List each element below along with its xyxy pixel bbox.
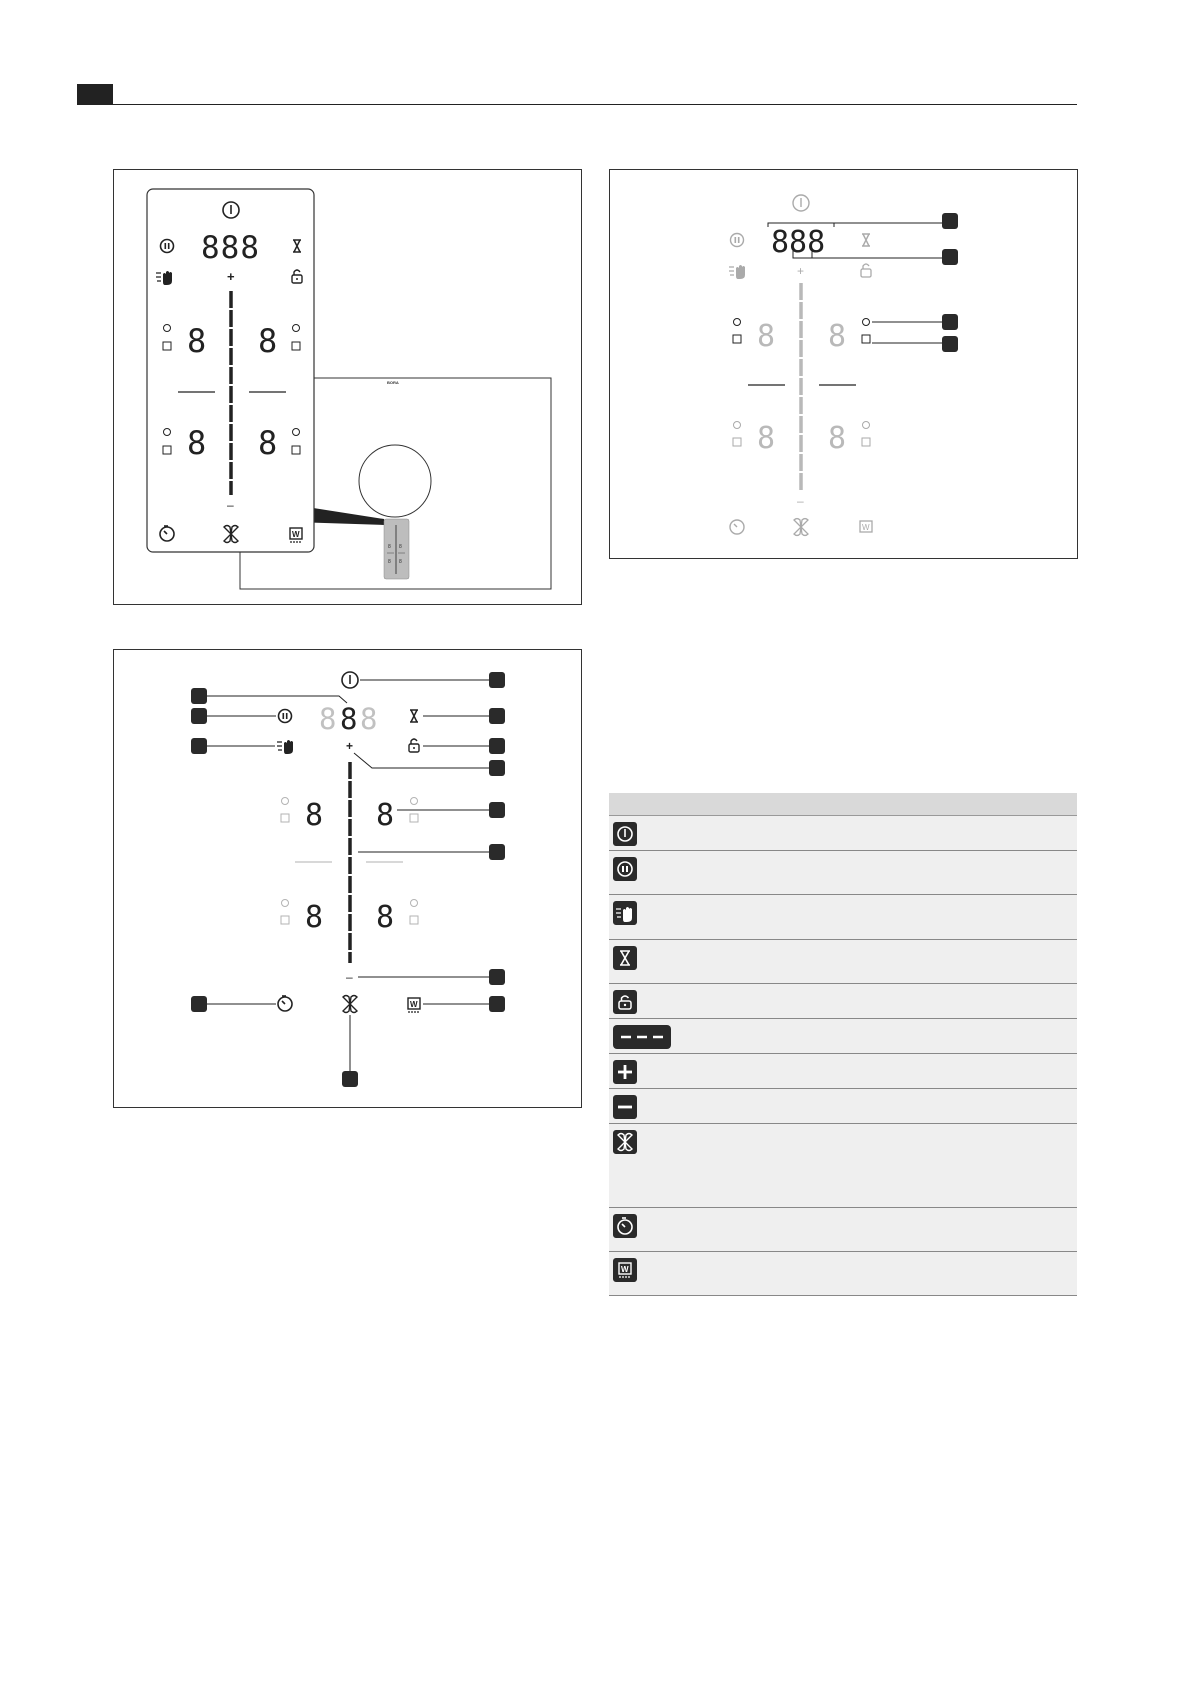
zone-timer-icon	[734, 422, 741, 429]
zone-filter-icon	[410, 814, 418, 822]
hand-wipe-icon	[277, 740, 293, 754]
callout-marker	[942, 336, 958, 352]
legend-row-dash-bar	[609, 1019, 1077, 1054]
dash-bar-icon	[613, 1025, 671, 1049]
fan-icon	[613, 1130, 637, 1154]
display-digit-grey: 8	[319, 702, 337, 736]
fan-icon	[343, 996, 357, 1013]
minus-label: –	[227, 498, 234, 512]
zone-digit-rear-left: 8	[757, 421, 776, 456]
zone-timer-icon-active	[863, 319, 870, 326]
legend-row-lock	[609, 984, 1077, 1019]
minus-icon	[613, 1095, 637, 1119]
zone-digit-rear-right: 8	[258, 424, 278, 462]
legend-row-hand-wipe	[609, 895, 1077, 940]
callout-marker	[191, 708, 207, 724]
filter-w-icon	[408, 998, 420, 1012]
fan-icon	[794, 519, 808, 536]
zone-digit-front-left: 8	[305, 798, 324, 833]
legend-table-header	[609, 793, 1077, 816]
display-digits-888: 888	[201, 230, 260, 266]
zone-digit-front-right: 8	[376, 798, 395, 833]
callout-marker	[191, 996, 207, 1012]
hourglass-icon	[613, 946, 637, 970]
svg-text:W: W	[621, 1265, 629, 1274]
zone-timer-icon	[411, 900, 418, 907]
display-digit-active: 8	[340, 702, 358, 736]
zone-timer-icon	[411, 798, 418, 805]
zone-digit-rear-right: 8	[828, 421, 847, 456]
zone-filter-icon-active	[733, 335, 741, 343]
zone-digit-rear-right: 8	[376, 900, 395, 935]
symbol-legend-table	[609, 793, 1077, 1296]
zone-digit-front-right: 8	[828, 319, 847, 354]
page-header-rule	[113, 104, 1077, 105]
callout-marker	[489, 738, 505, 754]
plus-label: +	[227, 269, 235, 284]
svg-text:W: W	[292, 530, 300, 539]
hourglass-icon	[410, 710, 418, 722]
svg-text:8: 8	[388, 544, 391, 550]
callout-marker	[489, 672, 505, 688]
svg-text:W: W	[410, 1000, 418, 1009]
filter-w-icon	[613, 1258, 637, 1282]
lock-icon	[409, 739, 419, 752]
zone-filter-icon	[281, 916, 289, 924]
zone-filter-icon	[281, 814, 289, 822]
callout-marker	[489, 802, 505, 818]
callout-marker	[191, 688, 207, 704]
figure-control-callouts	[113, 649, 582, 1108]
cooktop-zone-circle	[359, 445, 431, 517]
legend-row-hourglass	[609, 940, 1077, 984]
timer-icon	[278, 996, 292, 1011]
power-icon	[793, 195, 809, 211]
timer-icon	[730, 520, 744, 534]
callout-marker	[489, 996, 505, 1012]
zone-filter-icon-active	[862, 335, 870, 343]
zone-timer-icon	[863, 422, 870, 429]
legend-row-plus	[609, 1054, 1077, 1089]
svg-text:8: 8	[399, 559, 402, 565]
display-digits-888: 888	[771, 225, 826, 260]
svg-text:W: W	[862, 523, 870, 532]
filter-w-icon	[860, 521, 872, 532]
display-digit-grey: 8	[360, 702, 378, 736]
svg-text:8: 8	[399, 544, 402, 550]
legend-row-fan	[609, 1124, 1077, 1208]
zone-digit-rear-left: 8	[305, 900, 324, 935]
zone-digit-front-left: 8	[187, 322, 207, 360]
callout-marker	[942, 314, 958, 330]
zone-timer-icon-active	[734, 319, 741, 326]
zone-filter-icon	[410, 916, 418, 924]
plus-icon	[613, 1060, 637, 1084]
page-header-tab	[77, 84, 113, 105]
zone-filter-icon	[733, 438, 741, 446]
minus-label: –	[797, 494, 804, 508]
callout-marker	[191, 738, 207, 754]
pause-icon	[613, 857, 637, 881]
legend-row-pause	[609, 851, 1077, 895]
callout-marker	[942, 249, 958, 265]
zone-digit-front-right: 8	[258, 322, 278, 360]
callout-marker	[942, 213, 958, 229]
pause-icon	[731, 234, 744, 247]
legend-row-minus	[609, 1089, 1077, 1124]
legend-row-filter	[609, 1252, 1077, 1296]
power-icon	[613, 822, 637, 846]
hourglass-icon	[862, 234, 870, 246]
zone-digit-rear-left: 8	[187, 424, 207, 462]
plus-label: +	[346, 739, 354, 753]
minus-label: –	[346, 970, 353, 984]
callout-marker	[489, 760, 505, 776]
hand-wipe-icon	[729, 265, 745, 279]
lock-icon	[861, 264, 871, 277]
callout-marker	[489, 708, 505, 724]
callout-marker	[342, 1071, 358, 1087]
zone-timer-icon	[282, 798, 289, 805]
hand-wipe-icon	[613, 901, 637, 925]
legend-row-power	[609, 816, 1077, 851]
cooktop-brand: BORA	[387, 380, 399, 385]
zone-digit-front-left: 8	[757, 319, 776, 354]
callout-marker	[489, 969, 505, 985]
zone-filter-icon	[862, 438, 870, 446]
power-icon	[342, 672, 358, 688]
plus-label: +	[797, 264, 805, 278]
zone-timer-icon	[282, 900, 289, 907]
figure-display-callouts	[609, 169, 1078, 559]
legend-row-timer	[609, 1208, 1077, 1252]
pause-icon	[279, 710, 292, 723]
svg-text:8: 8	[388, 559, 391, 565]
figure-panel-overview	[113, 169, 582, 605]
lock-icon	[613, 990, 637, 1014]
timer-icon	[613, 1214, 637, 1238]
callout-marker	[489, 844, 505, 860]
